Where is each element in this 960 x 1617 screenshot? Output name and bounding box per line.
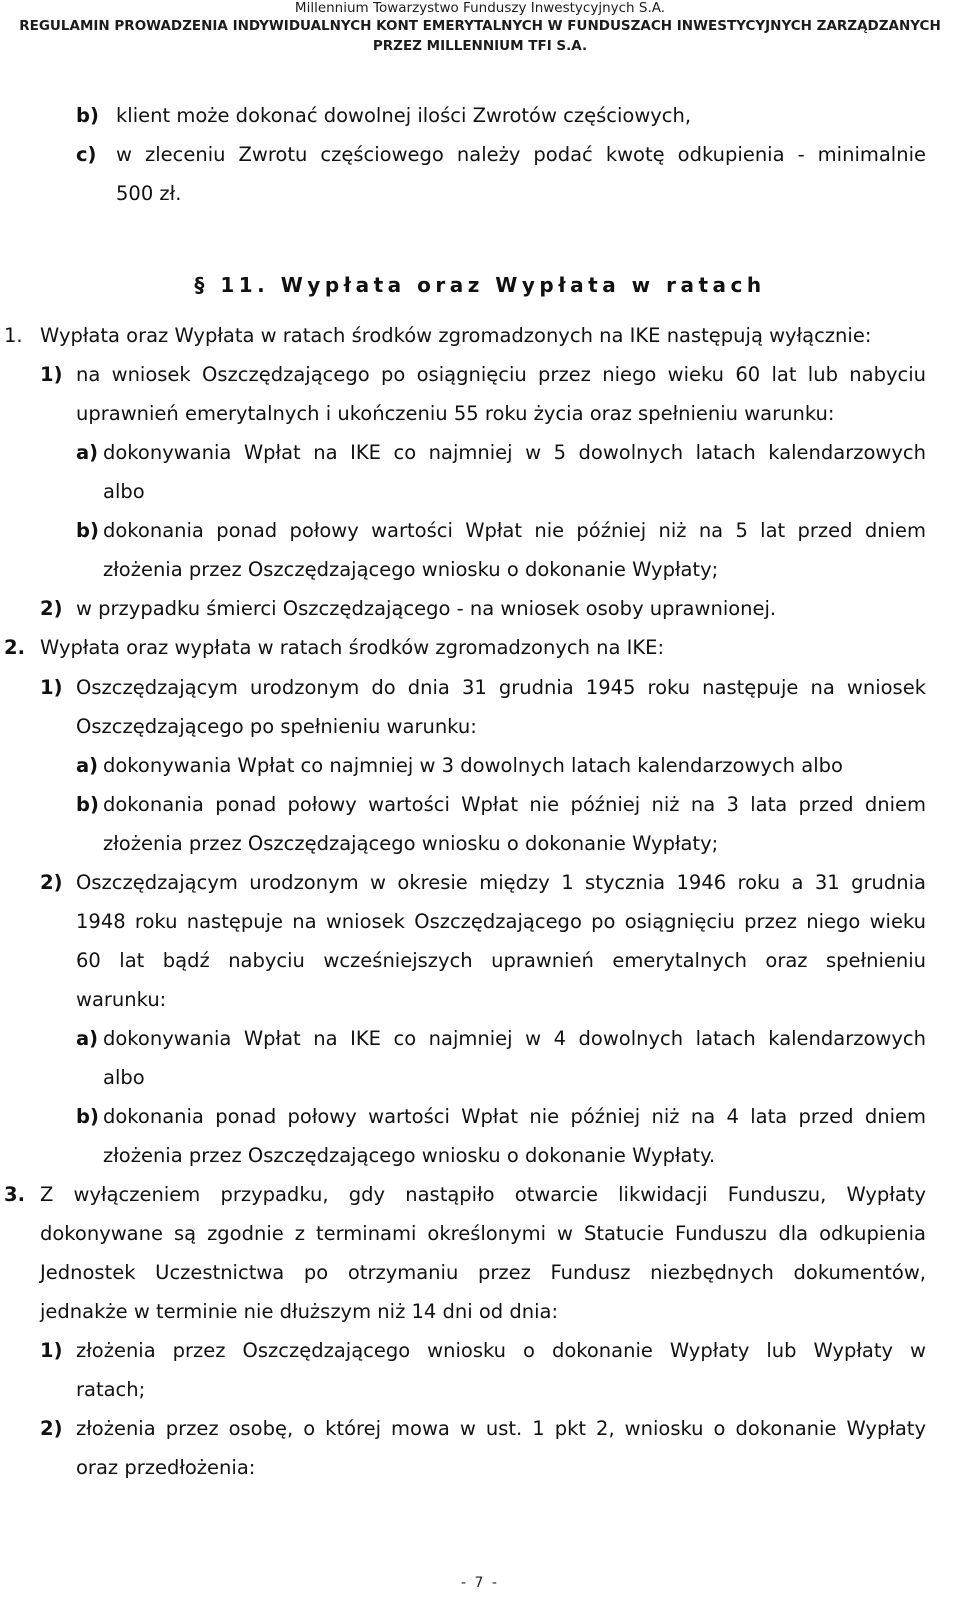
p1-item1-line2: uprawnień emerytalnych i ukończeniu 55 roku życia oraz spełnieniu warunku: bbox=[76, 402, 835, 425]
p1-item1-label: 1) bbox=[40, 363, 63, 386]
p2-sub-b-line1: dokonania ponad połowy wartości Wpłat nie później niż na 3 lata przed dniem bbox=[103, 793, 926, 816]
header-company: Millennium Towarzystwo Funduszy Inwestycyjnych S.A. bbox=[294, 0, 666, 16]
p1-sub-a-label: a) bbox=[76, 441, 99, 464]
p3-number: 3. bbox=[4, 1183, 25, 1206]
p3-line4: jednakże w terminie nie dłuższym niż 14 dni od dnia: bbox=[40, 1300, 559, 1323]
p1-sub-a-line1: dokonywania Wpłat na IKE co najmniej w 5 dowolnych latach kalendarzowych bbox=[103, 441, 926, 464]
p2-number: 2. bbox=[4, 636, 25, 659]
p2-item1-label: 1) bbox=[40, 676, 63, 699]
p2-item2-line2: 1948 roku następuje na wniosek Oszczędzającego po osiągnięciu przez niego wieku bbox=[76, 910, 926, 933]
p3-line3: Jednostek Uczestnictwa po otrzymaniu przez Fundusz niezbędnych dokumentów, bbox=[40, 1261, 926, 1284]
p3-item1-line1: złożenia przez Oszczędzającego wniosku o dokonanie Wypłaty lub Wypłaty w bbox=[76, 1339, 926, 1362]
header-subtitle: PRZEZ MILLENNIUM TFI S.A. bbox=[372, 38, 588, 54]
p1-sub-b-line1: dokonania ponad połowy wartości Wpłat nie później niż na 5 lat przed dniem bbox=[103, 519, 926, 542]
p1-sub-b-line2: złożenia przez Oszczędzającego wniosku o dokonanie Wypłaty; bbox=[103, 558, 719, 581]
p2-text: Wypłata oraz wypłata w ratach środków zgromadzonych na IKE: bbox=[40, 636, 665, 659]
p3-item2-label: 2) bbox=[40, 1417, 63, 1440]
item-c-text-cont: 500 zł. bbox=[116, 182, 182, 205]
item-c-label: c) bbox=[76, 143, 97, 166]
p2-item1-line2: Oszczędzającego po spełnieniu warunku: bbox=[76, 715, 477, 738]
p2-sub-b-label: b) bbox=[76, 793, 99, 816]
p2-item2-line3: 60 lat bądź nabyciu wcześniejszych uprawnień emerytalnych oraz spełnieniu bbox=[76, 949, 926, 972]
p1-item1-line1: na wniosek Oszczędzającego po osiągnięciu przez niego wieku 60 lat lub nabyciu bbox=[76, 363, 926, 386]
page-number: - 7 - bbox=[461, 1575, 499, 1591]
p3-item1-line2: ratach; bbox=[76, 1378, 146, 1401]
p1-sub-a-line2: albo bbox=[103, 480, 145, 503]
p2-item1-line1: Oszczędzającym urodzonym do dnia 31 grudnia 1945 roku następuje na wniosek bbox=[76, 676, 926, 699]
p2-sub-a-label: a) bbox=[76, 754, 99, 777]
p1-number: 1. bbox=[4, 324, 23, 347]
p1-item2-text: w przypadku śmierci Oszczędzającego - na wniosek osoby uprawnionej. bbox=[76, 597, 777, 620]
p2-sub-a2-line2: albo bbox=[103, 1066, 145, 1089]
section-title: § 11. Wypłata oraz Wypłata w ratach bbox=[194, 273, 766, 297]
item-c-text: w zleceniu Zwrotu częściowego należy podać kwotę odkupienia - minimalnie bbox=[116, 143, 926, 166]
p2-sub-a-line1: dokonywania Wpłat co najmniej w 3 dowolnych latach kalendarzowych albo bbox=[103, 754, 843, 777]
p3-line2: dokonywane są zgodnie z terminami określonymi w Statucie Funduszu dla odkupienia bbox=[40, 1222, 926, 1245]
p3-item2-line1: złożenia przez osobę, o której mowa w ust. 1 pkt 2, wniosku o dokonanie Wypłaty bbox=[76, 1417, 926, 1440]
p2-sub-b2-line1: dokonania ponad połowy wartości Wpłat nie później niż na 4 lata przed dniem bbox=[103, 1105, 926, 1128]
item-b-label: b) bbox=[76, 104, 99, 127]
p2-item2-line1: Oszczędzającym urodzonym w okresie między 1 stycznia 1946 roku a 31 grudnia bbox=[76, 871, 926, 894]
p2-item2-label: 2) bbox=[40, 871, 63, 894]
p2-item2-line4: warunku: bbox=[76, 988, 167, 1011]
p2-sub-a2-label: a) bbox=[76, 1027, 99, 1050]
p2-sub-a2-line1: dokonywania Wpłat na IKE co najmniej w 4 dowolnych latach kalendarzowych bbox=[103, 1027, 926, 1050]
p2-sub-b-line2: złożenia przez Oszczędzającego wniosku o dokonanie Wypłaty; bbox=[103, 832, 719, 855]
p1-sub-b-label: b) bbox=[76, 519, 99, 542]
p3-item2-line2: oraz przedłożenia: bbox=[76, 1456, 256, 1479]
p1-text: Wypłata oraz Wypłata w ratach środków zgromadzonych na IKE następują wyłącznie: bbox=[40, 324, 872, 347]
item-b-text: klient może dokonać dowolnej ilości Zwrotów częściowych, bbox=[116, 104, 692, 127]
p3-item1-label: 1) bbox=[40, 1339, 63, 1362]
p2-sub-b2-label: b) bbox=[76, 1105, 99, 1128]
p2-sub-b2-line2: złożenia przez Oszczędzającego wniosku o dokonanie Wypłaty. bbox=[103, 1144, 716, 1167]
p1-item2-label: 2) bbox=[40, 597, 63, 620]
p3-line1: Z wyłączeniem przypadku, gdy nastąpiło otwarcie likwidacji Funduszu, Wypłaty bbox=[40, 1183, 926, 1206]
header-title: REGULAMIN PROWADZENIA INDYWIDUALNYCH KONT EMERYTALNYCH W FUNDUSZACH INWESTYCYJNYCH ZARZĄDZANYCH bbox=[19, 18, 941, 34]
